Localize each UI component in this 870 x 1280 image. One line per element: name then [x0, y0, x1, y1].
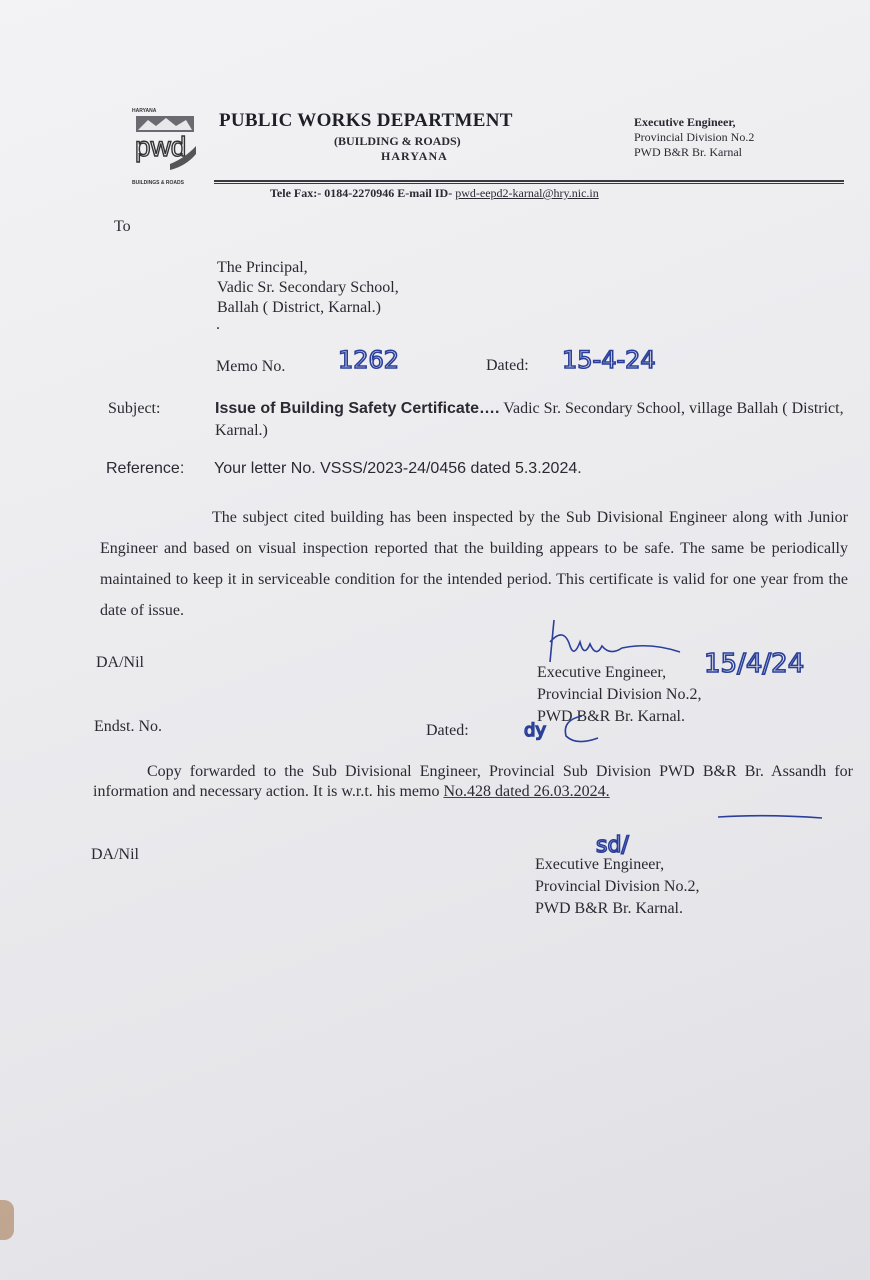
dated-label: Dated: — [486, 357, 529, 374]
recipient-address — [217, 258, 399, 318]
signature-block-2 — [535, 854, 699, 920]
enclosure-1: DA/Nil — [96, 654, 144, 671]
header-rule — [214, 180, 844, 182]
copy-paragraph — [93, 762, 853, 802]
sig1-line2: Provincial Division No.2, — [537, 686, 702, 703]
pwd-logo — [130, 106, 200, 188]
memo-date-handwritten — [560, 340, 700, 376]
sig2-line3: PWD B&R Br. Karnal. — [535, 900, 683, 917]
memo-date: 15-4-24 — [562, 346, 656, 374]
endorsement-label: Endst. No. — [94, 718, 162, 735]
body-text: The subject cited building has been inspected by the Sub Divisional Engineer along with Junior Engineer and based on visual inspection reported that the building appears to be safe. The same be periodically maintained to keep it in serviceable condition for the intended period. This certificate is valid for one year from the date of issue. — [100, 509, 848, 619]
office-line2: Provincial Division No.2 — [634, 130, 755, 144]
header-rule-thin — [214, 183, 844, 184]
email-link[interactable]: pwd-eepd2-karnal@hry.nic.in — [455, 186, 599, 200]
reference-label: Reference: — [106, 460, 185, 477]
signature-date: 15/4/24 — [704, 649, 805, 679]
department-state: HARYANA — [381, 149, 448, 163]
initials: dy — [524, 720, 547, 741]
department-title: PUBLIC WORKS DEPARTMENT — [219, 110, 513, 131]
sig2-line1: Executive Engineer, — [535, 856, 665, 873]
telefax-text: Tele Fax:- 0184-2270946 E-mail ID- — [270, 186, 456, 200]
copy-text-suffix: dated 26.03.2024. — [491, 783, 610, 800]
office-line1: Executive Engineer, — [634, 115, 736, 129]
subject-bold: Issue of Building Safety Certificate…. — [215, 400, 500, 417]
body-paragraph — [100, 502, 848, 626]
sig2-line2: Provincial Division No.2, — [535, 878, 700, 895]
memo-label: Memo No. — [216, 358, 286, 375]
subject-text — [215, 398, 847, 442]
copy-text-prefix: Copy forwarded to the Sub Divisional Engineer, Provincial Sub Division PWD B&R Br. Assandh for information and necessary action. It is w.r.t. his memo — [93, 763, 853, 800]
office-address — [634, 115, 754, 160]
logo-bottom-text: BUILDINGS & ROADS — [132, 180, 184, 186]
department-subtitle: (BUILDING & ROADS) — [334, 134, 461, 148]
finger-shadow — [0, 1200, 14, 1240]
sd-mark: sd/ — [596, 833, 629, 858]
address-line1: The Principal, — [217, 259, 308, 276]
to-label: To — [114, 218, 131, 235]
address-line2: Vadic Sr. Secondary School, — [217, 279, 399, 296]
reference-text: Your letter No. VSSS/2023-24/0456 dated 5.3.2024. — [214, 460, 582, 477]
sig1-line1: Executive Engineer, — [537, 664, 667, 681]
memo-number: 1262 — [338, 346, 400, 374]
initials-handwritten — [522, 706, 612, 746]
address-dot: . — [216, 316, 220, 333]
logo-mark: pwd — [135, 131, 187, 162]
address-line3: Ballah ( District, Karnal.) — [217, 299, 381, 316]
signature-date-handwritten — [700, 640, 810, 684]
copy-memo-ref: No.428 — [443, 783, 491, 800]
endorsement-dated: Dated: — [426, 722, 469, 739]
contact-line — [270, 186, 599, 201]
memo-number-handwritten — [336, 340, 416, 376]
office-line3: PWD B&R Br. Karnal — [634, 145, 742, 159]
enclosure-2: DA/Nil — [91, 846, 139, 863]
logo-top-text: HARYANA — [132, 108, 157, 114]
subject-rest: Vadic Sr. Secondary School, village Ballah ( District, Karnal.) — [215, 400, 844, 439]
sig1-line3: PWD B&R Br. Karnal. — [537, 708, 685, 725]
subject-label: Subject: — [108, 400, 161, 417]
underline-stroke — [716, 812, 826, 822]
